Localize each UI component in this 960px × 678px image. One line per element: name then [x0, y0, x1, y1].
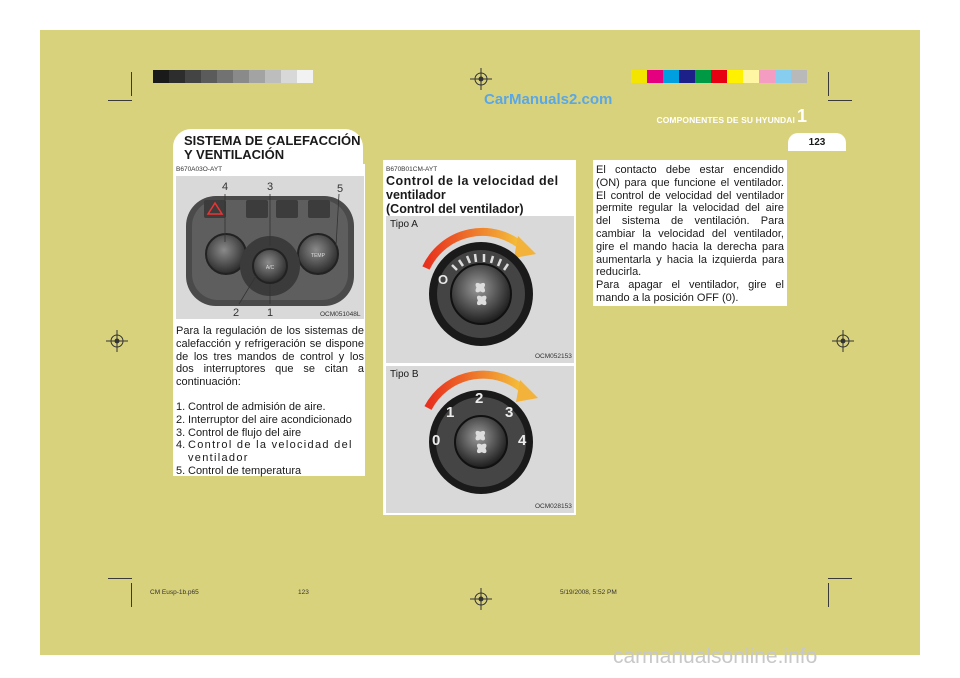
gray-swatch — [265, 70, 281, 83]
left-image-caption: OCM051048L — [320, 311, 361, 318]
temp-label: TEMP — [311, 253, 325, 259]
color-swatch — [743, 70, 759, 83]
dial-number-3: 3 — [505, 404, 514, 421]
list-item: 2. Interruptor del aire acondicionado — [176, 413, 352, 426]
middle-code: B670B01CM-AYT — [386, 166, 438, 173]
callout-2: 2 — [232, 307, 240, 319]
section-title: SISTEMA DE CALEFACCIÓN Y VENTILACIÓN — [184, 133, 361, 162]
type-a-caption: OCM052153 — [535, 353, 572, 360]
gray-swatch — [169, 70, 185, 83]
gray-swatch — [217, 70, 233, 83]
dial-off-mark: O — [438, 272, 449, 287]
footer-file: CM Eusp-1b.p65 — [150, 589, 199, 596]
color-swatch — [631, 70, 647, 83]
type-a-label: Tipo A — [390, 219, 418, 230]
color-swatch — [647, 70, 663, 83]
left-intro: Para la regulación de los sistemas de calefacción y refrigeración se dispone de los tres mandos de control y los dos interruptores que se citan a continuación: — [176, 325, 364, 389]
watermark-bottom[interactable]: carmanualsonline.info — [613, 645, 818, 668]
gray-swatch — [185, 70, 201, 83]
color-swatch — [727, 70, 743, 83]
color-swatch — [695, 70, 711, 83]
type-b-caption: OCM028153 — [535, 503, 572, 510]
color-swatch — [663, 70, 679, 83]
registration-target-icon — [106, 330, 128, 352]
list-item: 5. Control de temperatura — [176, 464, 302, 477]
fan-dial-type-a — [386, 216, 574, 363]
page-number: 123 — [808, 137, 826, 148]
watermark-top[interactable]: CarManuals2.com — [484, 91, 613, 108]
middle-heading: Control de la velocidad del ventilador (Control del ventilador) — [386, 174, 559, 216]
callout-1: 1 — [266, 307, 274, 319]
component-list — [176, 401, 364, 478]
dial-type-b-image — [386, 366, 574, 513]
color-swatch — [711, 70, 727, 83]
callout-4: 4 — [221, 181, 229, 193]
footer-page: 123 — [298, 589, 309, 596]
dial-number-1: 1 — [446, 404, 455, 421]
dial-number-0: 0 — [432, 432, 441, 449]
chapter-number: 1 — [797, 106, 808, 126]
callout-5: 5 — [336, 183, 344, 195]
gray-swatch — [281, 70, 297, 83]
registration-target-icon — [832, 330, 854, 352]
list-item: 4. Control de la velocidad del ventilador — [176, 439, 353, 465]
right-text: El contacto debe estar encendido (ON) para que funcione el ventilador. El control de velocidad del ventilador permite regular la velocidad del aire del sistema de ventilación. Para cambiar la velocidad del ventilador, gire el mando hacia la derecha para aumentarla y hacia la izquierda para reducirla. Para apagar el ventilador, gire el mando a la posición OFF (0). — [596, 164, 784, 304]
gray-swatch — [297, 70, 313, 83]
registration-target-icon — [470, 588, 492, 610]
type-b-label: Tipo B — [390, 369, 419, 380]
ac-label: A/C — [265, 265, 275, 271]
list-item: 1. Control de admisión de aire. — [176, 401, 326, 413]
footer-date: 5/19/2008, 5:52 PM — [560, 589, 617, 596]
chapter-label: COMPONENTES DE SU HYUNDAI — [656, 115, 795, 125]
gray-swatch — [153, 70, 169, 83]
dial-number-2: 2 — [475, 390, 484, 407]
registration-target-icon — [470, 68, 492, 90]
color-swatch — [775, 70, 791, 83]
climate-panel-image — [176, 176, 364, 319]
climate-control-illustration — [176, 176, 364, 319]
color-swatch — [759, 70, 775, 83]
fan-dial-type-b — [386, 366, 574, 513]
list-item: 3. Control de flujo del aire — [176, 426, 302, 439]
dial-number-4: 4 — [518, 432, 527, 449]
gray-swatch — [249, 70, 265, 83]
left-code: B670A03O-AYT — [176, 166, 223, 173]
gray-swatch — [233, 70, 249, 83]
dial-type-a-image — [386, 216, 574, 363]
color-swatch — [791, 70, 807, 83]
color-swatch — [679, 70, 695, 83]
gray-swatch — [201, 70, 217, 83]
callout-3: 3 — [266, 181, 274, 193]
